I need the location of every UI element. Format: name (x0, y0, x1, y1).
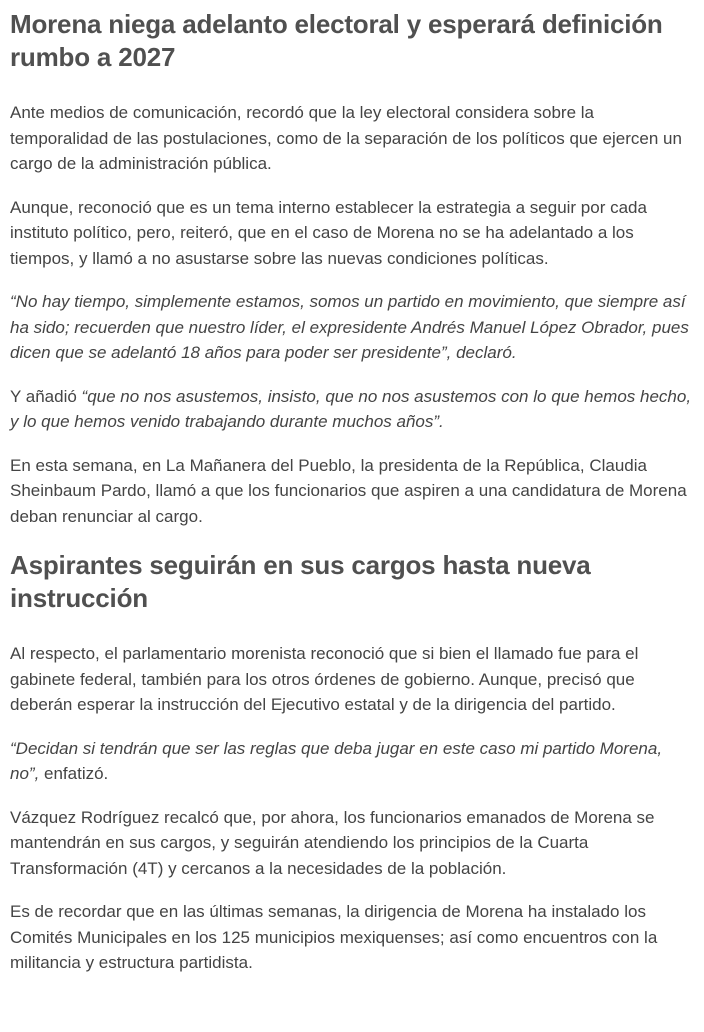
paragraph-press-statement: Ante medios de comunicación, recordó que la ley electoral considera sobre la temporalidad de las postulaciones, como de la separación de los políticos que ejercen un cargo de la administración pública. (10, 103, 682, 173)
section-heading: Aspirantes seguirán en sus cargos hasta nueva instrucción (10, 550, 591, 613)
quote-text: “No hay tiempo, simplemente estamos, somos un partido en movimiento, que siempre así ha sido; recuerden que nuestro líder, el expresidente Andrés Manuel López Obrador, pues dicen que se adelantó 18 años para poder ser presidente”, declaró. (10, 292, 689, 362)
article-heading: Morena niega adelanto electoral y esperará definición rumbo a 2027 (10, 9, 663, 72)
paragraph-added-quote (10, 384, 694, 435)
quote-text: “Decidan si tendrán que ser las reglas que deba jugar en este caso mi partido Morena, no”, (10, 738, 663, 783)
paragraph-quote-rules (10, 736, 694, 787)
article-body (0, 8, 704, 976)
paragraph-tail-text: enfatizó. (39, 764, 109, 783)
quote-text: “que no nos asustemos, insisto, que no nos asustemos con lo que hemos hecho, y lo que hemos venido trabajando durante muchos años”. (10, 386, 692, 431)
paragraph-municipal-committees: Es de recordar que en las últimas semanas, la dirigencia de Morena ha instalado los Comités Municipales en los 125 municipios mexiquenses; así como encuentros con la militancia y estructura partidista. (10, 902, 658, 972)
paragraph-mananera: En esta semana, en La Mañanera del Pueblo, la presidenta de la República, Claudia Sheinbaum Pardo, llamó a que los funcionarios que aspiren a una candidatura de Morena deban renunciar al cargo. (10, 455, 687, 526)
paragraph-officials-remain: Vázquez Rodríguez recalcó que, por ahora, los funcionarios emanados de Morena se mantendrán en sus cargos, y seguirán atendiendo los principios de la Cuarta Transformación (4T) y cercanos a la necesidades de la población. (10, 807, 655, 878)
paragraph-federal-cabinet: Al respecto, el parlamentario morenista reconoció que si bien el llamado fue para el gabinete federal, también para los otros órdenes de gobierno. Aunque, precisó que deberán esperar la instrucción del Ejecutivo estatal y de la dirigencia del partido. (10, 644, 639, 714)
paragraph-quote-no-time (10, 289, 694, 366)
paragraph-internal-strategy: Aunque, reconoció que es un tema interno establecer la estrategia a seguir por cada instituto político, pero, reiteró, que en el caso de Morena no se ha adelantado a los tiempos, y llamó a no asustarse sobre las nuevas condiciones políticas. (10, 197, 647, 268)
paragraph-lead-text: Y añadió (10, 386, 82, 406)
